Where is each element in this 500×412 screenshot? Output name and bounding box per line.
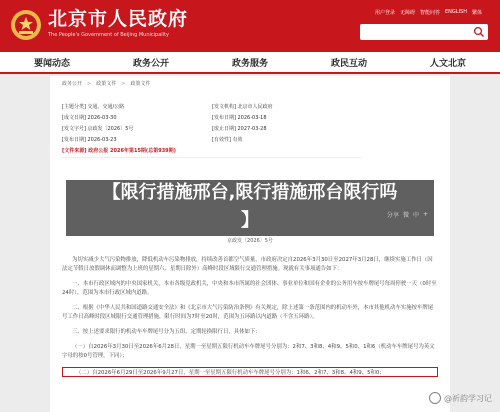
article-panel bbox=[50, 76, 450, 412]
nav-item-interaction[interactable]: 政民互动 bbox=[330, 58, 367, 69]
site-header bbox=[0, 0, 500, 52]
english-link[interactable]: ENGLISH bbox=[445, 9, 467, 15]
meta-cell: [废止日期] 2027-03-28 bbox=[212, 126, 267, 132]
meta-row bbox=[62, 135, 362, 146]
paragraph: 为切实减少大气污染物排放，降低机动车污染物排放，持续改善首都空气质量，市政府决定自2026年3月30日至2027年3月28日，继续实施工作日（因法定节假日放假调休而调整为上班的星期六、星期日除外）高峰时段区域限行交通管理措施。现就有关事项通告如下： bbox=[62, 257, 433, 272]
share-bar bbox=[387, 210, 428, 219]
top-links bbox=[375, 9, 482, 16]
document-number: 京政发〔2026〕5号 bbox=[227, 238, 273, 244]
meta-row bbox=[62, 124, 362, 135]
more-share-icon[interactable]: + bbox=[422, 211, 428, 218]
meta-cell: [成文日期] 2026-03-30 bbox=[62, 115, 117, 121]
meta-row bbox=[62, 146, 362, 157]
breadcrumb-item[interactable]: 政策文件 bbox=[96, 81, 117, 87]
paragraph: 二、根据《中华人民共和国道路交通安全法》和《北京市大气污染防治条例》有关规定，除上述第一条范围内的机动车外，本市其他机动车实施按车牌尾号工作日高峰时段区域限行交通管理措施，限行时间为7时至20时，范围为五环路以内道路（不含五环路）。 bbox=[62, 305, 434, 320]
breadcrumb-item[interactable]: 政务公开 bbox=[62, 81, 83, 87]
login-link[interactable]: 用户登录 bbox=[374, 10, 395, 16]
accessibility-link[interactable]: 无障碍 bbox=[399, 10, 415, 16]
nav-item-culture[interactable]: 人文北京 bbox=[429, 58, 466, 69]
document-meta bbox=[62, 102, 362, 158]
overlay-title-banner bbox=[66, 180, 434, 236]
main-nav bbox=[0, 52, 500, 74]
breadcrumb-separator: > bbox=[121, 80, 126, 87]
meta-cell: [发文字号] 京政发〔2026〕5号 bbox=[62, 126, 134, 132]
watermark bbox=[429, 392, 492, 404]
watermark-text: @祈韵学习记 bbox=[444, 393, 492, 403]
highlighted-paragraph: （二）自2026年6月29日至2026年9月27日，星期一至星期五限行机动车车牌尾号分别为：1和6、2和7、3和8、4和9、5和0； bbox=[62, 367, 438, 377]
site-title[interactable]: 北京市人民政府 bbox=[48, 8, 189, 30]
paragraph: （一）自2026年3月30日至2026年6月28日，星期一至星期五限行机动车车牌尾号分别为：2和7、3和8、4和9、5和0、1和6（机动车车牌尾号为英文字母的按0号管理，下同）； bbox=[62, 344, 435, 359]
meta-cell: [发布日期] 2026-03-23 bbox=[62, 137, 117, 143]
breadcrumb-separator: > bbox=[87, 80, 92, 87]
breadcrumb-item[interactable]: 政策文件 bbox=[130, 81, 151, 87]
breadcrumb bbox=[62, 80, 150, 87]
weibo-share-icon[interactable]: 中 bbox=[412, 212, 419, 219]
paragraph: 一、本市行政区域内的中央国家机关，本市各级党政机关，中央和本市所属的社会团体、事业单位和国有企业的公务用车按车牌尾号每周停驶一天（0时至24时），范围为本市行政区域内道路。 bbox=[62, 281, 437, 296]
wechat-share-icon[interactable]: 微 bbox=[402, 212, 409, 219]
share-label: 分享 bbox=[386, 212, 399, 219]
search-input[interactable] bbox=[360, 24, 488, 40]
search-icon[interactable] bbox=[473, 26, 485, 38]
watermark-logo-icon bbox=[429, 392, 441, 404]
overlay-title-line2: 】 bbox=[241, 210, 259, 231]
meta-cell: [主题分类] 交通、交通/公路 bbox=[62, 104, 125, 110]
article-body bbox=[62, 256, 438, 377]
document-source: [文件来源] 政府公报 2026年第15期(总第939期) bbox=[62, 148, 176, 154]
meta-cell: [发文机构] 北京市人民政府 bbox=[212, 104, 273, 110]
meta-cell: [发布日期] 2026-03-18 bbox=[212, 115, 267, 121]
nav-item-news[interactable]: 要闻动态 bbox=[34, 58, 71, 69]
smart-qa-link[interactable]: 智能问答 bbox=[420, 10, 441, 16]
meta-row bbox=[62, 113, 362, 124]
site-subtitle: The People's Government of Beijing Municipality bbox=[48, 32, 169, 38]
paragraph: 三、按上述要求限行的机动车车牌尾号分为五组，定期轮换限行日，具体如下： bbox=[72, 329, 261, 335]
traditional-link[interactable]: 繁体 bbox=[471, 10, 482, 16]
meta-cell: [有效性] 有效 bbox=[212, 137, 243, 143]
nav-item-gov-info[interactable]: 政务公开 bbox=[132, 58, 169, 69]
overlay-title-line1: 【限行措施邢台,限行措施邢台限行吗 bbox=[102, 182, 398, 203]
meta-row bbox=[62, 102, 362, 113]
nav-item-services[interactable]: 政务服务 bbox=[231, 58, 268, 69]
national-emblem-icon[interactable] bbox=[10, 9, 42, 41]
